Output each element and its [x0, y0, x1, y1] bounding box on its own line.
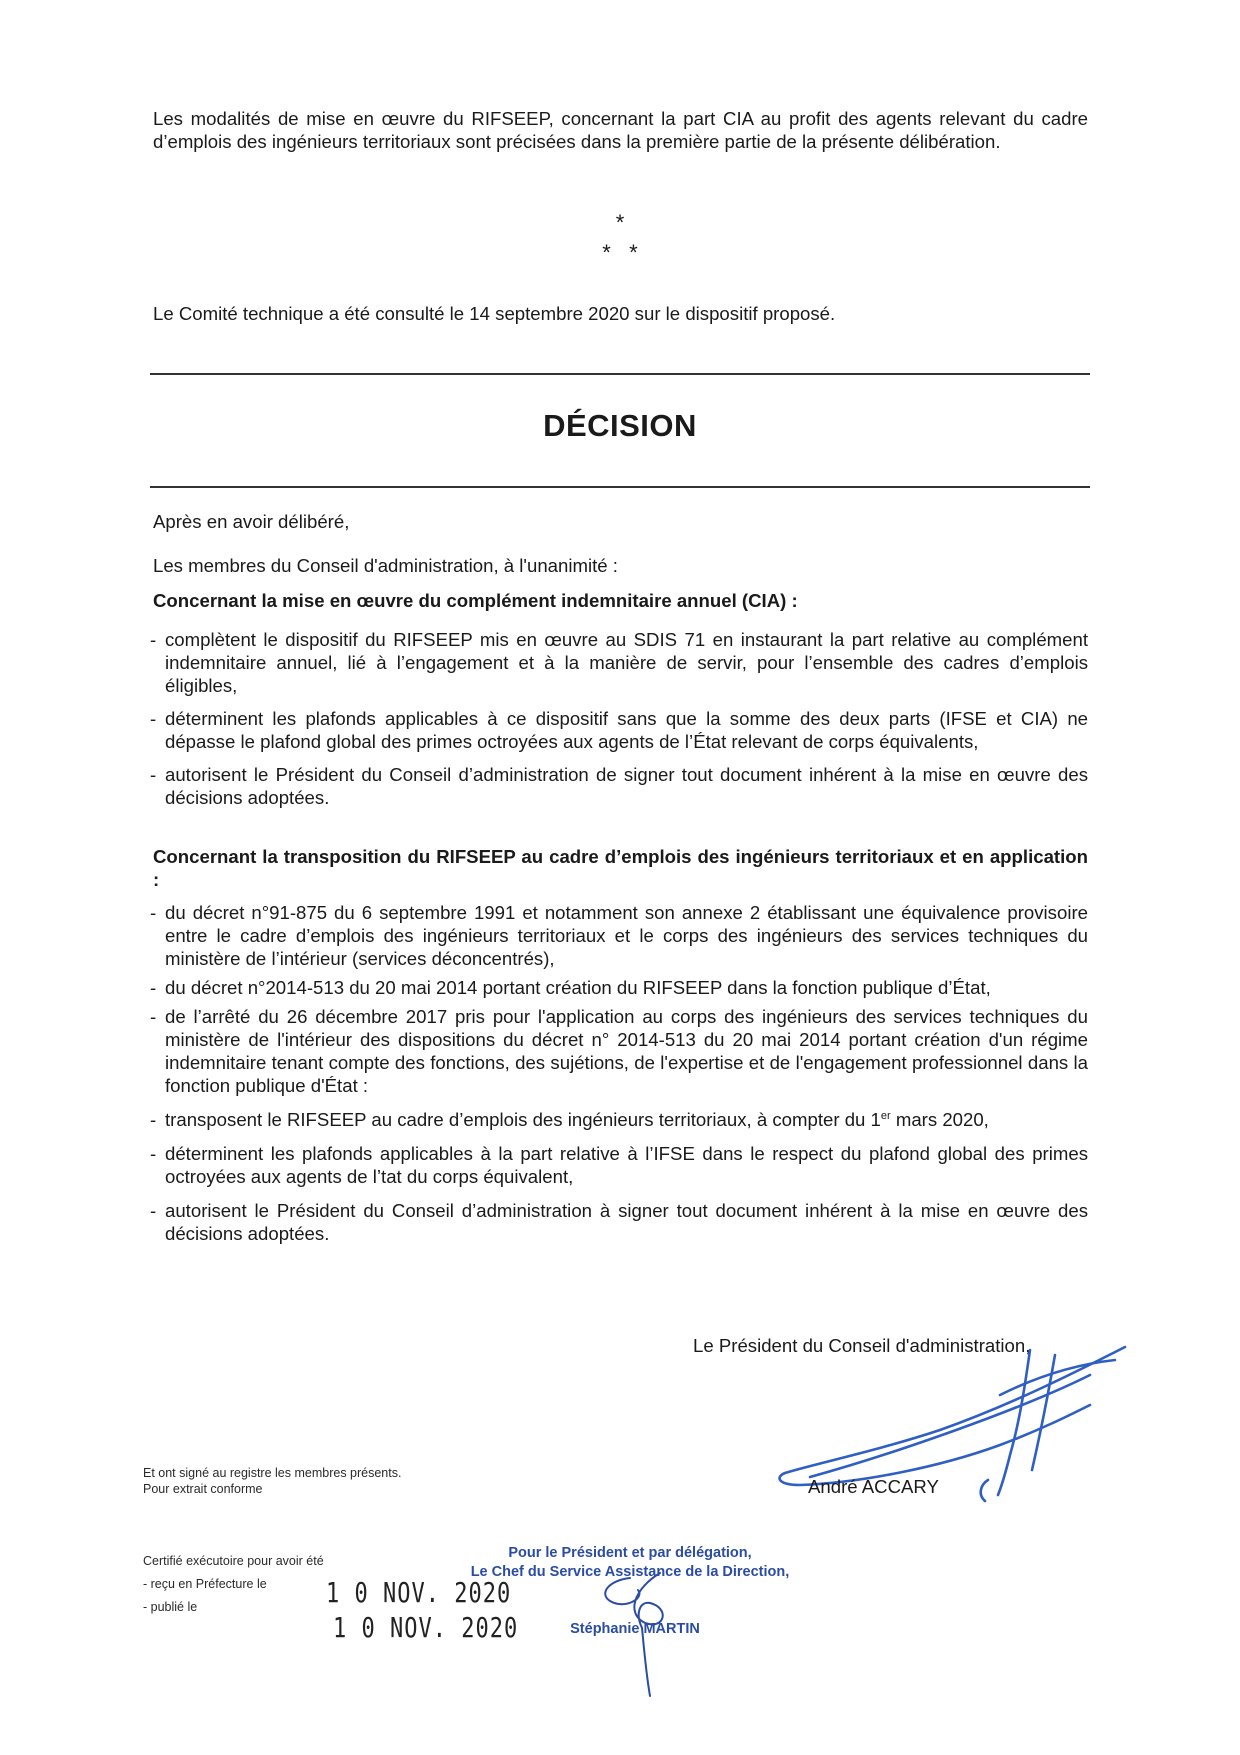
- list-item-text: du décret n°2014-513 du 20 mai 2014 portant création du RIFSEEP dans la fonction publique d’État,: [165, 977, 991, 998]
- section2-heading: Concernant la transposition du RIFSEEP au cadre d’emplois des ingénieurs territoriaux et en application :: [153, 846, 1088, 890]
- list-item-text: complètent le dispositif du RIFSEEP mis en œuvre au SDIS 71 en instaurant la part relative au complément indemnitaire annuel, lié à l’engagement et à la manière de servir, pour l’ensemble des cadres d’emplois éligibles,: [165, 629, 1088, 696]
- list-item-text: déterminent les plafonds applicables à la part relative à l’IFSE dans le respect du plafond global des primes octroyées aux agents de l’tat du corps équivalent,: [165, 1143, 1088, 1187]
- decision-title: DÉCISION: [543, 408, 697, 443]
- divider-bottom: [150, 486, 1090, 488]
- list-item-text: autorisent le Président du Conseil d’administration de signer tout document inhérent à la mise en œuvre des décisions adoptées.: [165, 764, 1088, 808]
- certifie-line1: Certifié exécutoire pour avoir été: [143, 1554, 324, 1568]
- delegation-stamp: [460, 1544, 800, 1582]
- list-item-text: autorisent le Président du Conseil d’administration à signer tout document inhérent à la mise en œuvre des décisions adoptées.: [165, 1200, 1088, 1244]
- list-item-text: transposent le RIFSEEP au cadre d’emplois des ingénieurs territoriaux, à compter du 1: [165, 1109, 881, 1130]
- list-item: - déterminent les plafonds applicables à la part relative à l’IFSE dans le respect du plafond global des primes octroyées aux agents de l’tat du corps équivalent,: [150, 1143, 1088, 1187]
- president-name: André ACCARY: [808, 1476, 939, 1497]
- section2-list: [150, 901, 1088, 1251]
- delegation-line1: Pour le Président et par délégation,: [508, 1545, 752, 1561]
- list-item: - du décret n°2014-513 du 20 mai 2014 portant création du RIFSEEP dans la fonction publique d’État,: [150, 977, 991, 998]
- list-item: - autorisent le Président du Conseil d’administration de signer tout document inhérent à la mise en œuvre des décisions adoptées.: [150, 764, 1088, 808]
- certifie-line2: - reçu en Préfecture le: [143, 1577, 267, 1591]
- intro-paragraph: Les modalités de mise en œuvre du RIFSEEP, concernant la part CIA au profit des agents relevant du cadre d’emplois des ingénieurs territoriaux sont précisées dans la première partie de la présente délibération.: [153, 108, 1088, 152]
- registre-note: [143, 1465, 401, 1497]
- list-item-text-end: mars 2020,: [890, 1109, 989, 1130]
- stamp-date-publication: 1 0 NOV. 2020: [333, 1613, 519, 1645]
- list-item-text: de l’arrêté du 26 décembre 2017 pris pour l'application au corps des ingénieurs des services techniques du ministère de l'intérieur des dispositions du décret n° 2014-513 du 20 mai 2014 portant création d'un régime indemnitaire tenant compte des fonctions, des sujétions, de l'expertise et de l'engagement professionnel dans la fonction publique d'État :: [165, 1006, 1088, 1096]
- registre-line2: Pour extrait conforme: [143, 1482, 263, 1496]
- list-item: - transposent le RIFSEEP au cadre d’emplois des ingénieurs territoriaux, à compter du 1er mars 2020,: [150, 1109, 989, 1130]
- registre-line1: Et ont signé au registre les membres présents.: [143, 1466, 402, 1480]
- section1-heading: Concernant la mise en œuvre du complément indemnitaire annuel (CIA) :: [153, 590, 798, 611]
- list-item-text: du décret n°91-875 du 6 septembre 1991 et notamment son annexe 2 établissant une équivalence provisoire entre le cadre d’emplois des ingénieurs territoriaux et le corps des ingénieurs des services techniques du ministère de l’intérieur (services déconcentrés),: [165, 902, 1088, 969]
- list-item: - déterminent les plafonds applicables à ce dispositif sans que la somme des deux parts (IFSE et CIA) ne dépasse le plafond global des primes octroyées aux agents de l’État relevant de corps équivalents,: [150, 708, 1088, 752]
- divider-top: [150, 373, 1090, 375]
- list-item-text: déterminent les plafonds applicables à ce dispositif sans que la somme des deux parts (IFSE et CIA) ne dépasse le plafond global des primes octroyées aux agents de l’État relevant de corps équivalents,: [165, 708, 1088, 752]
- separator-stars: [580, 208, 660, 268]
- membres-paragraph: Les membres du Conseil d'administration, à l'unanimité :: [153, 555, 618, 576]
- list-item: - du décret n°91-875 du 6 septembre 1991 et notamment son annexe 2 établissant une équivalence provisoire entre le cadre d’emplois des ingénieurs territoriaux et le corps des ingénieurs des services techniques du ministère de l’intérieur (services déconcentrés),: [150, 902, 1088, 969]
- certifie-line3: - publié le: [143, 1600, 198, 1614]
- comite-paragraph: Le Comité technique a été consulté le 14 septembre 2020 sur le dispositif proposé.: [153, 303, 836, 324]
- president-title: Le Président du Conseil d'administration,: [693, 1335, 1031, 1356]
- section1-list: [150, 628, 1088, 819]
- superscript-er: er: [880, 1110, 891, 1122]
- apres-paragraph: Après en avoir délibéré,: [153, 511, 350, 532]
- star-top: *: [615, 210, 625, 235]
- delegation-line2: Le Chef du Service Assistance de la Direction,: [470, 1564, 790, 1580]
- list-item: - complètent le dispositif du RIFSEEP mis en œuvre au SDIS 71 en instaurant la part relative au complément indemnitaire annuel, lié à l’engagement et à la manière de servir, pour l’ensemble des cadres d’emplois éligibles,: [150, 629, 1088, 696]
- star-bottom: * *: [602, 240, 638, 265]
- delegation-name: Stéphanie MARTIN: [570, 1621, 700, 1637]
- stamp-date-prefecture: 1 0 NOV. 2020: [326, 1578, 512, 1610]
- list-item: - de l’arrêté du 26 décembre 2017 pris pour l'application au corps des ingénieurs des services techniques du ministère de l'intérieur des dispositions du décret n° 2014-513 du 20 mai 2014 portant création d'un régime indemnitaire tenant compte des fonctions, des sujétions, de l'expertise et de l'engagement professionnel dans la fonction publique d'État :: [150, 1006, 1088, 1096]
- list-item: - autorisent le Président du Conseil d’administration à signer tout document inhérent à la mise en œuvre des décisions adoptées.: [150, 1200, 1088, 1244]
- certification-block: [143, 1553, 324, 1615]
